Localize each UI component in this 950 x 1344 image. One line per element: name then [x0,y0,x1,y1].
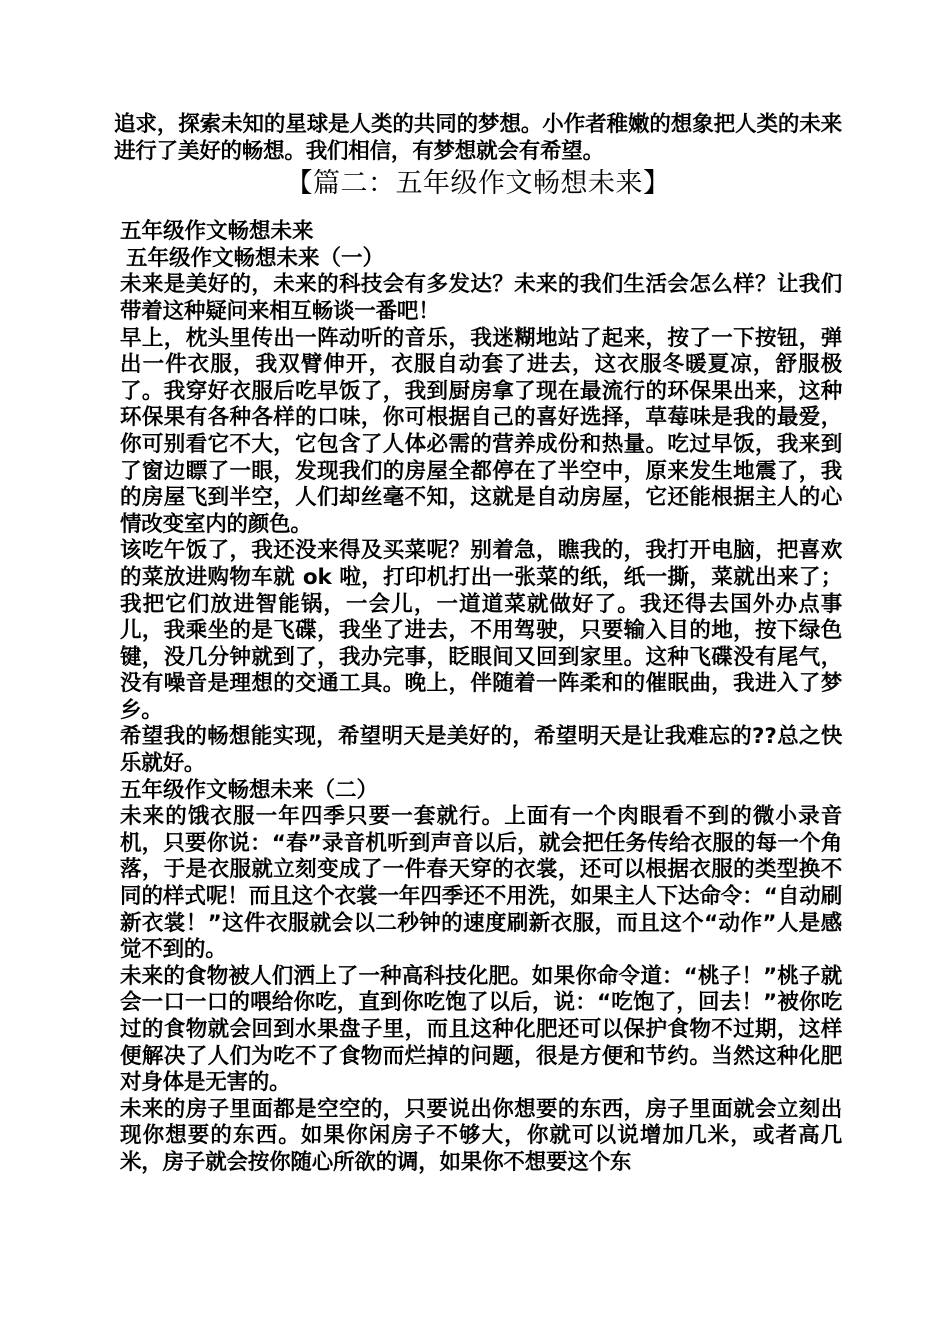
part1-paragraph: 未来是美好的，未来的科技会有多发达？未来的我们生活会怎么样？让我们带着这种疑问来相互畅谈一番吧！ [120,272,842,324]
section-title: 【篇二：五年级作文畅想未来】 [285,168,671,200]
intro-paragraph: 追求，探索未知的星球是人类的共同的梦想。小作者稚嫩的想象把人类的未来进行了美好的畅想。我们相信，有梦想就会有希望。 [114,112,842,164]
document-page [114,112,842,1177]
part2-paragraph: 未来的饿衣服一年四季只要一套就行。上面有一个肉眼看不到的微小录音机，只要你说：“春”录音机听到声音以后，就会把任务传给衣服的每一个角落，于是衣服就立刻变成了一件春天穿的衣裳，还可以根据衣服的类型换不同的样式呢！而且这个衣裳一年四季还不用洗，如果主人下达命令：“自动刷新衣裳！”这件衣服就会以二秒钟的速度刷新衣服，而且这个“动作”人是感觉不到的。 [120,804,842,963]
part1-paragraph: 希望我的畅想能实现，希望明天是美好的，希望明天是让我难忘的??总之快乐就好。 [120,724,842,777]
part1-paragraph: 早上，枕头里传出一阵动听的音乐，我迷糊地站了起来，按了一下按钮，弹出一件衣服，我双臂伸开，衣服自动套了进去，这衣服冬暖夏凉，舒服极了。我穿好衣服后吃早饭了，我到厨房拿了现在最流行的环保果出来，这种环保果有各种各样的口味，你可根据自己的喜好选择，草莓味是我的最爱，你可别看它不大，它包含了人体必需的营养成份和热量。吃过早饭，我来到了窗边瞟了一眼，发现我们的房屋全都停在了半空中，原来发生地震了，我的房屋飞到半空，人们却丝毫不知，这就是自动房屋，它还能根据主人的心情改变室内的颜色。 [120,325,842,537]
part2-paragraph: 未来的食物被人们洒上了一种高科技化肥。如果你命令道：“桃子！”桃子就会一口一口的喂给你吃，直到你吃饱了以后，说：“吃饱了，回去！”被你吃过的食物就会回到水果盘子里，而且这种化肥还可以保护食物不过期，这样便解决了人们为吃不了食物而烂掉的问题，很是方便和节约。当然这种化肥对身体是无害的。 [120,963,842,1096]
part1-paragraph: 该吃午饭了，我还没来得及买菜呢？别着急，瞧我的，我打开电脑，把喜欢的菜放进购物车就 ok 啦，打印机打出一张菜的纸，纸一撕，菜就出来了；我把它们放进智能锅，一会儿，一道道菜就做好了。我还得去国外办点事儿，我乘坐的是飞碟，我坐了进去，不用驾驶，只要输入目的地，按下绿色键，没几分钟就到了，我办完事，眨眼间又回到家里。这种飞碟没有尾气，没有噪音是理想的交通工具。晚上，伴随着一阵柔和的催眠曲，我进入了梦乡。 [120,538,842,723]
part2-heading: 五年级作文畅想未来（二） [120,777,379,803]
part1-heading: 五年级作文畅想未来（一） [126,245,385,271]
part2-paragraph: 未来的房子里面都是空空的，只要说出你想要的东西，房子里面就会立刻出现你想要的东西。如果你闲房子不够大，你就可以说增加几米，或者高几米，房子就会按你随心所欲的调，如果你不想要这个东 [120,1096,842,1175]
essay-title: 五年级作文畅想未来 [120,219,314,245]
